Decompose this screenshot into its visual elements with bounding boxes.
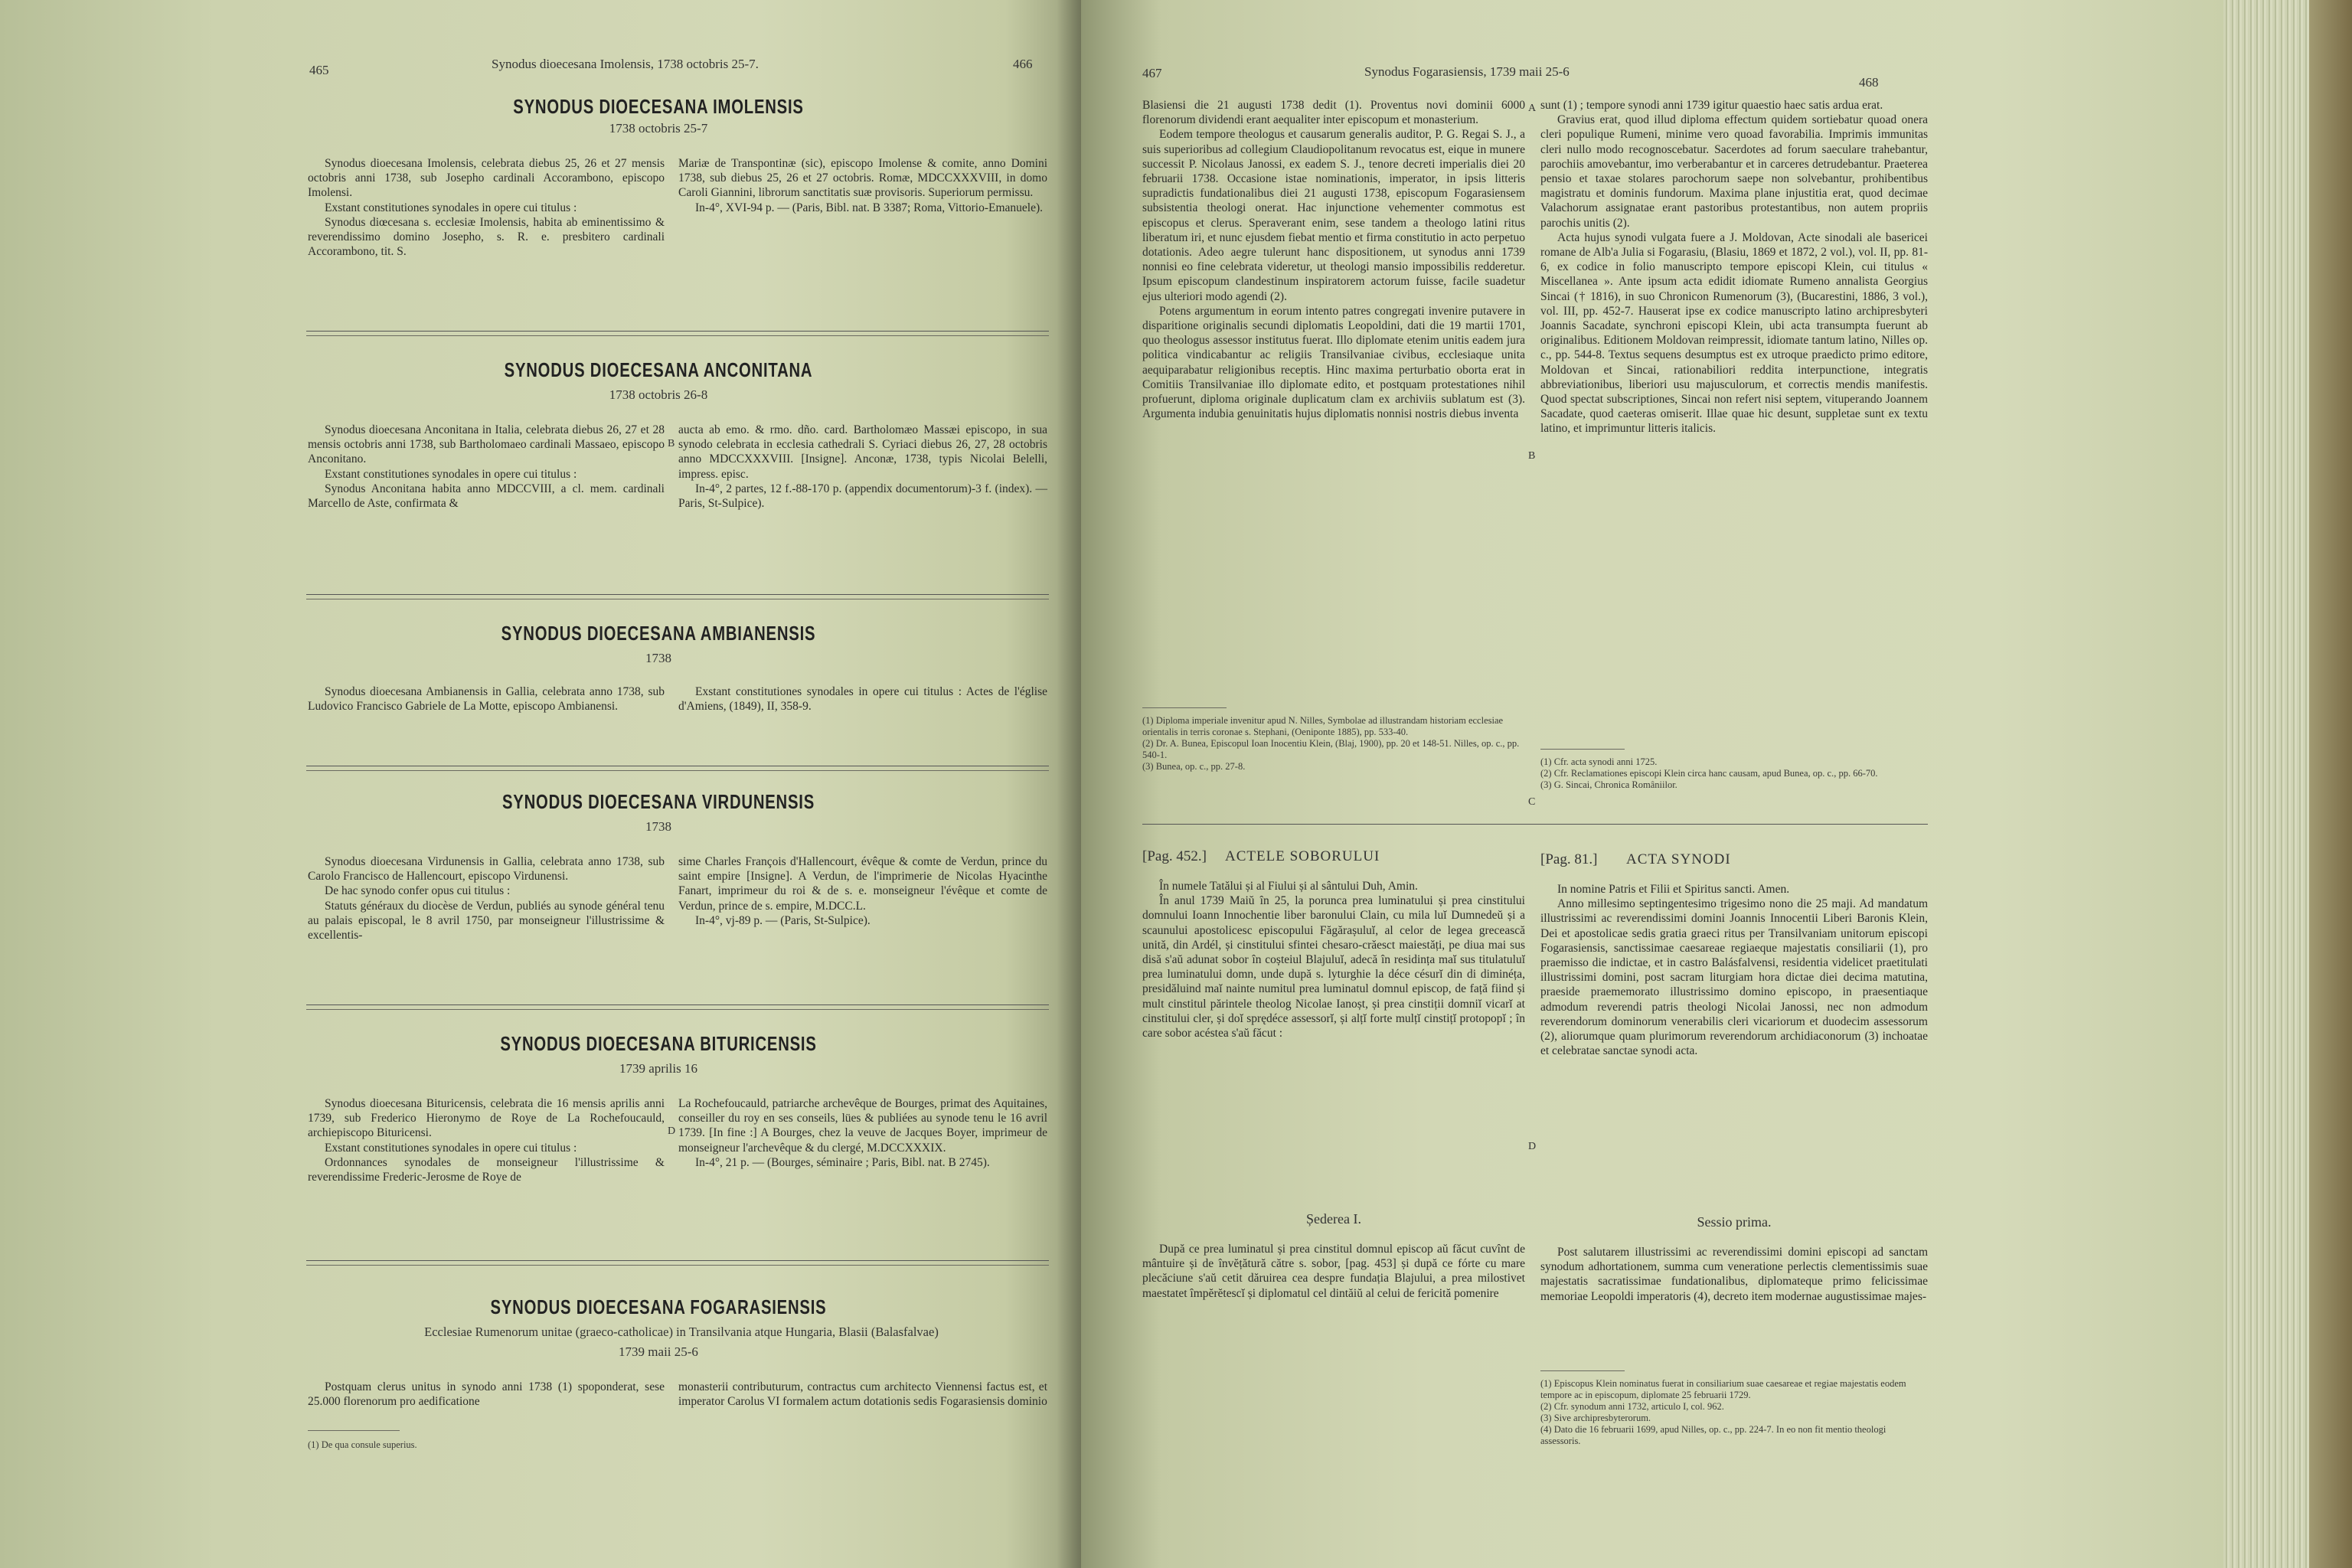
section-title: SYNODUS DIOECESANA FOGARASIENSIS [490, 1295, 827, 1318]
text-column-a [308, 1096, 665, 1184]
paragraph: Anno millesimo septingentesimo trigesimo nono die 25 maji. Ad mandatum illustrissimi ac reverendissimi domini Joannis Innocentii Liberi Baronis Klein, Dei et apostolicae sedis gratia graeci ritus per Transilvaniam unitorum episcopi Fogarasiensis, sanctissimae caesareae regiaeque majestatis consiliarii (1), pro praemisso die indictae, et in castro Balásfalvensi, residentia videlicet praetitulati illustrissimi domini, post sacram liturgiam hora dictae diei decima matutina, praeside praememorato illustrissimo domino episcopo, in praesentiaque admodum reverendi patris theologi Nicolai Janossi, nec non admodum reverendorum dominorum venerabilis cleri vicariorum et duodecim assessorum (2), aliorumque quam plurimorum reverendorum archidiaconorum (3) inchoatae et celebratae sanctae synodi acta. [1540, 897, 1928, 1058]
page-number: 468 [1859, 75, 1879, 90]
paragraph: Exstant constitutiones synodales in opere cui titulus : [325, 467, 577, 481]
paragraph: Synodus dioecesana Bituricensis, celebrata die 16 mensis aprilis anni 1739, sub Frederico Hieronymo de Roye de La Rochefoucauld, archiepiscopo Bituricensi. [308, 1097, 665, 1140]
latin-text [1540, 1245, 1928, 1304]
paragraph: sime Charles François d'Hallencourt, évêque & comte de Verdun, prince du saint empire [Insigne]. A Verdun, de l'imprimerie de Nicolas Hyacinthe Fanart, imprimeur du roi & de s. e. monseigneur l'évêque et comte de Verdun, prince de s. empire, M.DCC.L. [678, 855, 1047, 913]
section-divider [306, 594, 1049, 595]
romanian-text [1142, 1242, 1525, 1301]
paragraph: Synodus dioecesana Anconitana in Italia, celebrata diebus 26, 27 et 28 mensis octobris anni 1738, sub Bartholomaeo cardinali Massaeo, episcopo Anconitano. [308, 423, 665, 466]
footnote-text: (2) Cfr. synodum anni 1732, articulo I, col. 962. [1540, 1401, 1724, 1412]
paragraph: Synodus dioecesana Imolensis, celebrata diebus 25, 26 et 27 mensis octobris anni 1738, sub Josepho cardinali Accorambono, episcopo Imolensi. [308, 157, 665, 200]
text-column-b [678, 854, 1047, 928]
running-head: Synodus dioecesana Imolensis, 1738 octobris 25-7. [492, 57, 759, 71]
page-number: 466 [1013, 57, 1033, 71]
margin-mark: A [1528, 103, 1537, 114]
paragraph: Synodus Anconitana habita anno MDCCVIII, a cl. mem. cardinali Marcello de Aste, confirmata & [308, 482, 665, 511]
paragraph: Acta hujus synodi vulgata fuere a J. Moldovan, Acte sinodali ale basericei romane de Alb'a Julia si Fogarasiu, (Blasiu, 1869 et 1872, 2 vol.), vol. II, pp. 81-6, ex codice in folio manuscripto tempore episcopi Klein, cui titulus « Miscellanea ». Ante ipsum acta edidit idiomate Rumeno annalista Georgius Sincai († 1816), in suo Chronicon Rumenorum (3), (Bucarestini, 1886, 3 vol.), vol. III, pp. 452-7. Hauserat ipse ex codice manuscripto latino archipresbyteri Joannis Sacadate, synchroni episcopi Klein, ubi acta transumpta fuerunt ab originalibus. Editionem Moldovan reimpressit, idiomate tantum latino, Nilles op. c., pp. 544-8. Textus sequens desumptus est ex utroque praedicto primo editore, Moldovan et Sincai, rationabiliori reddita interpunctione, integratis abbreviationibus, liberiori usu majusculorum, et correctis mendis manifestis. Quod spectat subscriptiones, Sincai non refert nisi septem, vituperando Joannem Sacadate, quod caeteras omiserit. Illae quae hic desunt, suppletae sunt ex textu latino, et imprimuntur litteris italicis. [1540, 230, 1928, 436]
footnote-text: (3) Sive archipresbyterorum. [1540, 1413, 1651, 1423]
section-divider [306, 331, 1049, 332]
page-number: 465 [309, 63, 329, 77]
footnote-text: (4) Dato die 16 februarii 1699, apud Nilles, op. c., pp. 224-7. In eo non fit mentio theologi assessoris. [1540, 1424, 1886, 1446]
text-column-b [1540, 98, 1928, 436]
romanian-text [1142, 879, 1525, 1040]
footnote-text: (1) De qua consule superius. [308, 1439, 417, 1450]
left-page [0, 0, 1081, 1568]
footnote-text: (2) Dr. A. Bunea, Episcopul Ioan Inocentiu Klein, (Blaj, 1900), pp. 20 et 148-51. Nilles, op. c., pp. 540-1. [1142, 738, 1520, 760]
section-divider [306, 770, 1049, 771]
section-divider [306, 1009, 1049, 1010]
paragraph: In-4°, vj-89 p. — (Paris, St-Sulpice). [695, 913, 871, 927]
session-heading: Șederea I. [1306, 1211, 1361, 1227]
footnote-text: (2) Cfr. Reclamationes episcopi Klein circa hanc causam, apud Bunea, op. c., pp. 66-70. [1540, 768, 1878, 779]
text-column-a [308, 1380, 665, 1409]
section-divider [306, 1265, 1049, 1266]
footnotes [1540, 1378, 1928, 1447]
page-number: 467 [1142, 66, 1162, 80]
paragraph: Potens argumentum in eorum intento patres congregati invenire putavere in disparitione originalis secundi diplomatis Leopoldini, dati die 19 martii 1701, quo theologus assessor institutus fuerat. Illo diplomate etenim unitis eadem jura politica vindicabantur ac religiis Transilvaniae civibus, ecclesiaque unita aequiparabatur religionibus receptis. Hinc maxima perturbatio oborta erat in Comitiis Transilvaniae illo diplomate edito, et postquam protestationes nihil profuerunt, diploma originale duplicatum clam ex archiviis sublatum est (3). Argumenta indubia genuinitatis hujus diplomatis nonnisi nostris diebus inventa [1142, 304, 1525, 421]
section-date: 1738 [645, 651, 671, 665]
paragraph: Eodem tempore theologus et causarum generalis auditor, P. G. Regai S. J., a suis superioribus ad collegium Claudiopolitanum revocatus est, eique in munere successit P. Nicolaus Janossi, ex eadem S. J., tenore decreti imperialis diei 20 februarii 1738. Occasione istae nominationis, imperator, in ipsis litteris supradictis fundationalibus diei 21 augusti 1738, episcopum Fogarasiensem subsistentia theologi onerat. Hac injunctione vehementer commotus est episcopus et clerus. Speraverant enim, sese tandem a theologo latini ritus liberatum iri, et nunc ejusdem fiebat mentio et firma constitutio in acto perpetuo dotationis. Adeo aegre tulerunt hanc dispositionem, ut synodus anni 1739 nonnisi eo fine celebrata videretur, ut theologi mansio impossibilis redderetur. Ipsum episcopum clandestinum inspiratorem actorum fuisse, facile suadetur ejus ulteriori modo agendi (2). [1142, 128, 1525, 303]
footnote-text: (3) G. Sincai, Chronica Româniilor. [1540, 779, 1677, 790]
footnote-text: (1) Cfr. acta synodi anni 1725. [1540, 756, 1658, 767]
section-heading: ACTA SYNODI [1626, 851, 1731, 867]
footnote-text: (1) Diploma imperiale invenitur apud N. Nilles, Symbolae ad illustrandam historiam ecclesiae orientalis in terris coronae s. Stephani, (Oeniponte 1885), pp. 533-40. [1142, 715, 1504, 737]
section-divider [306, 1004, 1049, 1005]
footnotes [1142, 715, 1525, 773]
paragraph: După ce prea luminatul și prea cinstitul domnul episcop aŭ făcut cuvînt de mântuire și de învĕțătură către s. sobor, [pag. 453] și după ce fórte cu mare plecăciune s'aŭ cetit dăruirea cea despre fundația Blajului, a prea milostivet maestatet împĕrĕtescĭ și diplomatul cel dintăiŭ al celui de fericită pomenire [1142, 1243, 1525, 1300]
section-title: SYNODUS DIOECESANA IMOLENSIS [513, 95, 804, 118]
paragraph: Exstant constitutiones synodales in opere cui titulus : [325, 201, 577, 214]
paragraph: aucta ab emo. & rmo. dño. card. Bartholomæo Massæi episcopo, in sua synodo celebrata in ecclesia cathedrali S. Cyriaci diebus 26, 27, 28 octobris anno MDCCXXXVIII. [Insigne]. Anconæ, 1738, typis Nicolai Belelli, impress. episc. [678, 423, 1047, 481]
section-date: 1738 octobris 26-8 [609, 387, 708, 402]
margin-mark: D [668, 1125, 676, 1137]
footnote-rule [308, 1430, 400, 1431]
paragraph: sunt (1) ; tempore synodi anni 1739 igitur quaestio haec satis ardua erat. [1540, 99, 1883, 112]
paragraph: Ordonnances synodales de monseigneur l'illustrissime & reverendissime Frederic-Jerosme de Roye de [308, 1155, 665, 1184]
page-edges [2223, 0, 2352, 1568]
paragraph: Mariæ de Transpontinæ (sic), episcopo Imolense & comite, anno Domini 1738, sub diebus 25, 26 et 27 octobris. Romæ, MDCCXXXVIII, in domo Caroli Giannini, librorum sanctitatis suæ provisoris. Superiorum permissu. [678, 157, 1047, 200]
text-column-a [308, 423, 665, 511]
paragraph: In nomine Patris et Filii et Spiritus sancti. Amen. [1557, 883, 1790, 896]
text-column-a [308, 156, 665, 259]
paragraph: In-4°, XVI-94 p. — (Paris, Bibl. nat. B 3387; Roma, Vittorio-Emanuele). [695, 201, 1043, 214]
section-heading: ACTELE SOBORULUI [1225, 848, 1380, 864]
footnote-text: (3) Bunea, op. c., pp. 27-8. [1142, 761, 1246, 772]
section-subtitle: Ecclesiae Rumenorum unitae (graeco-catholicae) in Transilvania atque Hungaria, Blasii (Balasfalvae) [424, 1325, 939, 1339]
section-divider [306, 335, 1049, 336]
section-title: SYNODUS DIOECESANA BITURICENSIS [500, 1032, 817, 1055]
footnotes [1540, 756, 1928, 791]
text-column-b [678, 423, 1047, 511]
text-column-b [678, 1380, 1047, 1409]
paragraph: De hac synodo confer opus cui titulus : [325, 884, 511, 898]
paragraph: Synodus dioecesana Ambianensis in Gallia, celebrata anno 1738, sub Ludovico Francisco Gabriele de La Motte, episcopo Ambianensi. [308, 685, 665, 714]
paragraph: Gravius erat, quod illud diploma effectum quidem sortiebatur quoad onera cleri populique Rumeni, minime vero quoad favorabilia. Imprimis immunitas cleri nullo modo recognoscebatur. Sacerdotes ad forum saeculare trahebantur, parochiis amovebantur, imo verberabantur et in carceres detrudebantur. Praeterea pensio et taxae stolares parochorum saepe non solvebantur, prohibentibus magistratu et dominis fundorum. Maxima plane injustitia erat, quod decimae Valachorum assignatae erant pastoribus protestantibus, non autem propriis parochis unitis (2). [1540, 113, 1928, 230]
page-reference: [Pag. 81.] [1540, 851, 1598, 867]
footnote [308, 1439, 665, 1451]
text-column-a [308, 684, 665, 714]
section-date: 1739 maii 25-6 [619, 1344, 698, 1359]
paragraph: La Rochefoucauld, patriarche archevêque de Bourges, primat des Aquitaines, conseiller du roy en ses conseils, lües & publiées au synode tenu le 16 avril 1739. [In fine :] A Bourges, chez la veuve de Jacques Boyer, imprimeur de monseigneur l'archevêque & du clergé, M.DCCXXXIX. [678, 1097, 1047, 1155]
latin-text [1540, 882, 1928, 1058]
paragraph: Synodus dioecesana Virdunensis in Gallia, celebrata anno 1738, sub Carolo Francisco de Hallencourt, episcopo Virdunensi. [308, 855, 665, 884]
text-column-b [678, 1096, 1047, 1170]
paragraph: În anul 1739 Maiŭ în 25, la porunca prea luminatului și prea cinstitului domnului Ioann Innochentie liber baronului Clain, cu mila luĭ Dumnedeŭ și a scaunului apostolicesc episcopului Făgărașuluĭ, al celor de legea grecească unită, din Ardél, și cinstitului sfintei chesaro-crăesct maiestăți, pe diua mai sus disă s'aŭ adunat sobor în coșteiul Blajuluĭ, adecă în residința maĭ sus titulatuluĭ prea luminatului domn, unde după s. lyturghie la déce césurĭ din di diminéța, presidăluind maĭ nainte numitul prea luminatul domnul episcop, de față fiind și mult cinstitul părintele theolog Nicolae Ianoșt, și prea cinstiții domniĭ vicarĭ at cinstitului cler, și doĭ sprędéce assessorĭ, și alțĭ forte mulțĭ cinstițĭ protopopĭ ; în care sobor acéstea s'aŭ făcut : [1142, 894, 1525, 1040]
paragraph: Postquam clerus unitus in synodo anni 1738 (1) spoponderat, sese 25.000 florenorum pro aedificatione [308, 1380, 665, 1409]
margin-mark: D [1528, 1141, 1537, 1152]
margin-mark: B [1528, 450, 1536, 462]
section-title: SYNODUS DIOECESANA AMBIANENSIS [501, 622, 816, 645]
text-column-a [1142, 98, 1525, 421]
paragraph: Statuts généraux du diocèse de Verdun, publiés au synode général tenu au palais episcopal, le 8 avril 1750, par monseigneur l'illustrissime & excellentis- [308, 899, 665, 942]
section-title: SYNODUS DIOECESANA ANCONITANA [504, 358, 813, 381]
margin-mark: C [1528, 796, 1536, 808]
margin-mark: B [668, 438, 675, 449]
paragraph: Synodus diœcesana s. ecclesiæ Imolensis, habita ab eminentissimo & reverendissimo domino Josepho, s. R. e. presbitero cardinali Accorambono, tit. S. [308, 215, 665, 259]
paragraph: monasterii contributurum, contractus cum architecto Viennensi factus est, et imperator Carolus VI formalem actum dotationis sedis Fogarasiensis dominio [678, 1380, 1047, 1409]
running-head: Synodus Fogarasiensis, 1739 maii 25-6 [1364, 64, 1570, 79]
footnote-rule [1540, 749, 1625, 750]
paragraph: Post salutarem illustrissimi ac reverendissimi domini episcopi ad sanctam synodum adhortationem, summa cum veneratione perlectis clementissimis suae majestatis sacratissimae fundationalibus, diplomateque primo felicissimae memoriae Leopoldi imperatoris (4), decreto item modernae augustissimae majes- [1540, 1246, 1928, 1303]
section-date: 1738 octobris 25-7 [609, 121, 708, 136]
section-divider [306, 1260, 1049, 1261]
paragraph: Exstant constitutiones synodales in opere cui titulus : [325, 1141, 577, 1155]
paragraph: Exstant constitutiones synodales in opere cui titulus : Actes de l'église d'Amiens, (1849), II, 358-9. [678, 685, 1047, 714]
paragraph: In-4°, 21 p. — (Bourges, séminaire ; Paris, Bibl. nat. B 2745). [695, 1155, 990, 1169]
section-divider [1142, 824, 1928, 825]
session-heading: Sessio prima. [1697, 1214, 1772, 1230]
footnote-text: (1) Episcopus Klein nominatus fuerat in consiliarium suae caesareae et regiae majestatis eodem tempore ac in episcopum, diplomate 25 februarii 1729. [1540, 1378, 1906, 1400]
section-date: 1738 [645, 819, 671, 834]
paragraph: Blasiensi die 21 augusti 1738 dedit (1). Proventus novi dominii 6000 florenorum dividendi erant aequaliter inter episcopum et monasterium. [1142, 99, 1525, 127]
footnote-rule [1540, 1370, 1625, 1371]
right-page [1081, 0, 2223, 1568]
text-column-b [678, 684, 1047, 714]
text-column-a [308, 854, 665, 942]
section-date: 1739 aprilis 16 [619, 1061, 697, 1076]
section-title: SYNODUS DIOECESANA VIRDUNENSIS [501, 790, 815, 813]
page-reference: [Pag. 452.] [1142, 848, 1207, 864]
paragraph: In-4°, 2 partes, 12 f.-88-170 p. (appendix documentorum)-3 f. (index). — Paris, St-Sulpice). [678, 482, 1047, 511]
footnote-rule [1142, 707, 1227, 708]
text-column-b [678, 156, 1047, 215]
paragraph: În numele Tatălui și al Fiului și al sântului Duh, Amin. [1159, 880, 1418, 893]
